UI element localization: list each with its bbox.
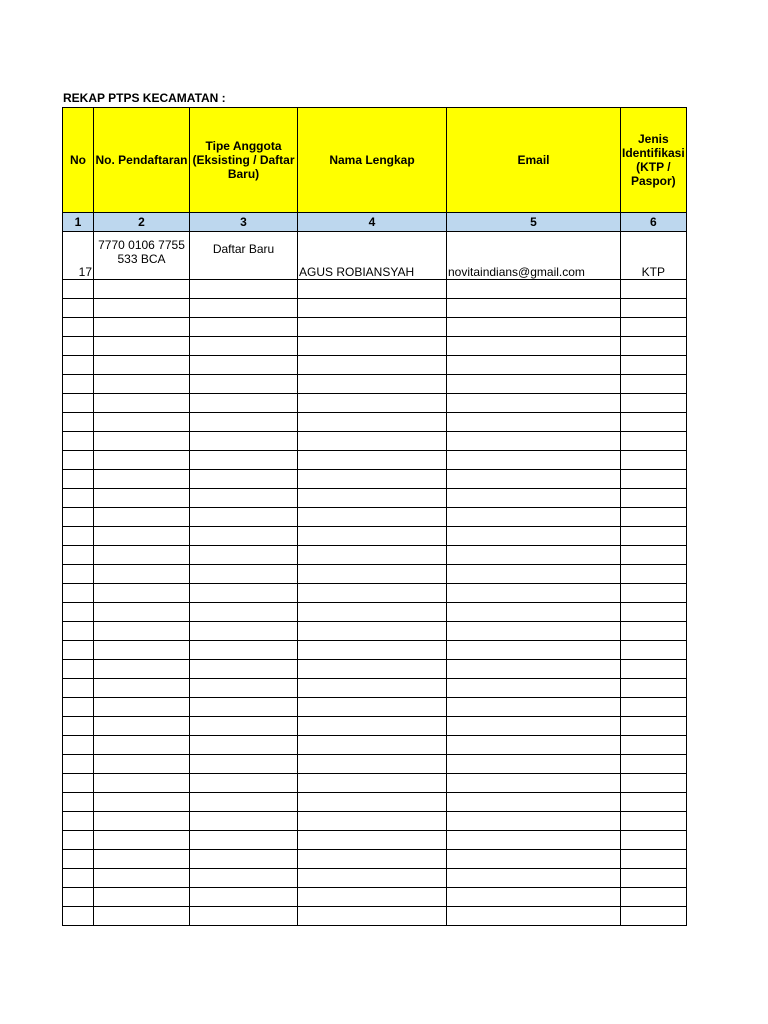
empty-cell[interactable] bbox=[447, 622, 621, 641]
empty-table-row bbox=[63, 660, 687, 679]
empty-cell[interactable] bbox=[190, 546, 298, 565]
empty-table-row bbox=[63, 413, 687, 432]
empty-cell[interactable] bbox=[190, 660, 298, 679]
empty-cell[interactable] bbox=[63, 831, 94, 850]
empty-cell[interactable] bbox=[63, 698, 94, 717]
empty-cell[interactable] bbox=[94, 869, 190, 888]
empty-cell[interactable] bbox=[94, 337, 190, 356]
empty-table-row bbox=[63, 356, 687, 375]
header-id-type[interactable] bbox=[621, 108, 687, 213]
header-full-name[interactable]: Nama Lengkap bbox=[298, 108, 447, 213]
empty-cell[interactable] bbox=[63, 546, 94, 565]
empty-cell[interactable] bbox=[190, 451, 298, 470]
column-number-cell[interactable]: 2 bbox=[94, 213, 190, 232]
empty-cell[interactable] bbox=[621, 869, 687, 888]
empty-cell[interactable] bbox=[63, 299, 94, 318]
empty-cell[interactable] bbox=[298, 850, 447, 869]
empty-table-row bbox=[63, 546, 687, 565]
empty-cell[interactable] bbox=[621, 660, 687, 679]
empty-cell[interactable] bbox=[94, 280, 190, 299]
column-number-cell[interactable]: 6 bbox=[621, 213, 687, 232]
empty-cell[interactable] bbox=[63, 812, 94, 831]
empty-cell[interactable] bbox=[621, 888, 687, 907]
empty-cell[interactable] bbox=[63, 470, 94, 489]
empty-cell[interactable] bbox=[298, 641, 447, 660]
empty-cell[interactable] bbox=[621, 413, 687, 432]
empty-cell[interactable] bbox=[190, 565, 298, 584]
empty-cell[interactable] bbox=[447, 641, 621, 660]
empty-cell[interactable] bbox=[621, 565, 687, 584]
empty-cell[interactable] bbox=[621, 546, 687, 565]
empty-cell[interactable] bbox=[621, 451, 687, 470]
empty-cell[interactable] bbox=[298, 280, 447, 299]
empty-cell[interactable] bbox=[447, 869, 621, 888]
empty-cell[interactable] bbox=[447, 375, 621, 394]
empty-cell[interactable] bbox=[94, 698, 190, 717]
empty-cell[interactable] bbox=[94, 375, 190, 394]
empty-cell[interactable] bbox=[190, 432, 298, 451]
empty-cell[interactable] bbox=[190, 831, 298, 850]
empty-cell[interactable] bbox=[190, 850, 298, 869]
empty-cell[interactable] bbox=[63, 337, 94, 356]
header-id-type-label: Jenis Identifikasi (KTP / Paspor) bbox=[622, 132, 685, 188]
empty-cell[interactable] bbox=[298, 660, 447, 679]
empty-cell[interactable] bbox=[190, 774, 298, 793]
empty-cell[interactable] bbox=[94, 641, 190, 660]
empty-cell[interactable] bbox=[63, 356, 94, 375]
empty-cell[interactable] bbox=[298, 489, 447, 508]
empty-cell[interactable] bbox=[190, 527, 298, 546]
empty-cell[interactable] bbox=[447, 831, 621, 850]
header-no[interactable]: No bbox=[63, 108, 94, 213]
empty-cell[interactable] bbox=[63, 869, 94, 888]
column-number-cell[interactable]: 1 bbox=[63, 213, 94, 232]
empty-cell[interactable] bbox=[298, 337, 447, 356]
empty-cell[interactable] bbox=[63, 850, 94, 869]
header-member-type[interactable] bbox=[190, 108, 298, 213]
empty-table-row bbox=[63, 869, 687, 888]
empty-cell[interactable] bbox=[94, 527, 190, 546]
empty-cell[interactable] bbox=[63, 907, 94, 926]
empty-cell[interactable] bbox=[94, 622, 190, 641]
empty-cell[interactable] bbox=[621, 717, 687, 736]
empty-cell[interactable] bbox=[447, 603, 621, 622]
empty-cell[interactable] bbox=[621, 470, 687, 489]
empty-cell[interactable] bbox=[298, 451, 447, 470]
empty-cell[interactable] bbox=[63, 793, 94, 812]
empty-cell[interactable] bbox=[621, 394, 687, 413]
empty-cell[interactable] bbox=[190, 584, 298, 603]
empty-cell[interactable] bbox=[298, 831, 447, 850]
empty-cell[interactable] bbox=[447, 280, 621, 299]
empty-cell[interactable] bbox=[190, 812, 298, 831]
empty-cell[interactable] bbox=[94, 394, 190, 413]
empty-cell[interactable] bbox=[621, 356, 687, 375]
empty-table-row bbox=[63, 698, 687, 717]
empty-cell[interactable] bbox=[621, 527, 687, 546]
empty-cell[interactable] bbox=[298, 736, 447, 755]
empty-cell[interactable] bbox=[63, 755, 94, 774]
empty-table-row bbox=[63, 299, 687, 318]
empty-table-row bbox=[63, 508, 687, 527]
empty-table-row bbox=[63, 850, 687, 869]
empty-cell[interactable] bbox=[298, 375, 447, 394]
cell-no[interactable]: 17 bbox=[63, 232, 94, 280]
empty-cell[interactable] bbox=[190, 698, 298, 717]
empty-cell[interactable] bbox=[447, 527, 621, 546]
empty-table-row bbox=[63, 793, 687, 812]
empty-cell[interactable] bbox=[621, 375, 687, 394]
empty-cell[interactable] bbox=[63, 413, 94, 432]
header-row bbox=[63, 108, 687, 213]
empty-cell[interactable] bbox=[447, 318, 621, 337]
empty-cell[interactable] bbox=[63, 660, 94, 679]
empty-cell[interactable] bbox=[190, 793, 298, 812]
header-email[interactable]: Email bbox=[447, 108, 621, 213]
empty-cell[interactable] bbox=[298, 318, 447, 337]
empty-cell[interactable] bbox=[63, 489, 94, 508]
empty-cell[interactable] bbox=[298, 546, 447, 565]
empty-cell[interactable] bbox=[298, 622, 447, 641]
empty-table-row bbox=[63, 432, 687, 451]
empty-cell[interactable] bbox=[63, 527, 94, 546]
empty-table-row bbox=[63, 812, 687, 831]
cell-full-name[interactable]: AGUS ROBIANSYAH bbox=[298, 232, 447, 280]
empty-cell[interactable] bbox=[621, 736, 687, 755]
empty-cell[interactable] bbox=[94, 736, 190, 755]
empty-cell[interactable] bbox=[298, 432, 447, 451]
empty-table-row bbox=[63, 375, 687, 394]
empty-cell[interactable] bbox=[621, 508, 687, 527]
empty-cell[interactable] bbox=[190, 489, 298, 508]
empty-table-row bbox=[63, 717, 687, 736]
empty-cell[interactable] bbox=[190, 622, 298, 641]
empty-cell[interactable] bbox=[621, 831, 687, 850]
empty-cell[interactable] bbox=[447, 755, 621, 774]
empty-cell[interactable] bbox=[447, 907, 621, 926]
empty-table-row bbox=[63, 603, 687, 622]
empty-cell[interactable] bbox=[94, 755, 190, 774]
empty-cell[interactable] bbox=[63, 584, 94, 603]
empty-cell[interactable] bbox=[298, 812, 447, 831]
empty-cell[interactable] bbox=[621, 318, 687, 337]
empty-table-row bbox=[63, 394, 687, 413]
column-number-cell[interactable]: 5 bbox=[447, 213, 621, 232]
empty-cell[interactable] bbox=[447, 660, 621, 679]
empty-cell[interactable] bbox=[94, 850, 190, 869]
empty-cell[interactable] bbox=[621, 489, 687, 508]
column-number-row bbox=[63, 213, 687, 232]
empty-cell[interactable] bbox=[94, 907, 190, 926]
empty-cell[interactable] bbox=[190, 641, 298, 660]
empty-cell[interactable] bbox=[621, 755, 687, 774]
empty-cell[interactable] bbox=[190, 755, 298, 774]
empty-cell[interactable] bbox=[621, 622, 687, 641]
empty-cell[interactable] bbox=[190, 280, 298, 299]
empty-cell[interactable] bbox=[447, 356, 621, 375]
empty-cell[interactable] bbox=[190, 603, 298, 622]
empty-table-row bbox=[63, 565, 687, 584]
empty-cell[interactable] bbox=[63, 717, 94, 736]
empty-cell[interactable] bbox=[94, 356, 190, 375]
empty-cell[interactable] bbox=[190, 375, 298, 394]
empty-cell[interactable] bbox=[63, 641, 94, 660]
empty-cell[interactable] bbox=[298, 888, 447, 907]
empty-table-row bbox=[63, 907, 687, 926]
empty-cell[interactable] bbox=[298, 755, 447, 774]
empty-cell[interactable] bbox=[621, 793, 687, 812]
empty-cell[interactable] bbox=[447, 793, 621, 812]
empty-table-row bbox=[63, 470, 687, 489]
empty-cell[interactable] bbox=[298, 413, 447, 432]
empty-cell[interactable] bbox=[447, 736, 621, 755]
empty-cell[interactable] bbox=[94, 831, 190, 850]
empty-table-row bbox=[63, 888, 687, 907]
empty-cell[interactable] bbox=[190, 717, 298, 736]
empty-cell[interactable] bbox=[63, 318, 94, 337]
empty-cell[interactable] bbox=[621, 812, 687, 831]
empty-cell[interactable] bbox=[447, 413, 621, 432]
empty-cell[interactable] bbox=[94, 508, 190, 527]
empty-cell[interactable] bbox=[447, 888, 621, 907]
empty-cell[interactable] bbox=[63, 432, 94, 451]
empty-table-row bbox=[63, 337, 687, 356]
empty-cell[interactable] bbox=[63, 375, 94, 394]
empty-table-row bbox=[63, 755, 687, 774]
cell-member-type[interactable]: Daftar Baru bbox=[190, 232, 298, 280]
empty-cell[interactable] bbox=[621, 907, 687, 926]
empty-cell[interactable] bbox=[63, 622, 94, 641]
empty-cell[interactable] bbox=[190, 888, 298, 907]
empty-cell[interactable] bbox=[94, 432, 190, 451]
empty-cell[interactable] bbox=[621, 698, 687, 717]
empty-cell[interactable] bbox=[63, 679, 94, 698]
empty-cell[interactable] bbox=[298, 299, 447, 318]
empty-cell[interactable] bbox=[298, 470, 447, 489]
empty-cell[interactable] bbox=[447, 584, 621, 603]
empty-cell[interactable] bbox=[94, 793, 190, 812]
empty-cell[interactable] bbox=[298, 584, 447, 603]
empty-cell[interactable] bbox=[190, 679, 298, 698]
empty-cell[interactable] bbox=[447, 432, 621, 451]
empty-cell[interactable] bbox=[621, 850, 687, 869]
empty-cell[interactable] bbox=[190, 394, 298, 413]
empty-table-row bbox=[63, 280, 687, 299]
empty-cell[interactable] bbox=[190, 413, 298, 432]
empty-table-row bbox=[63, 774, 687, 793]
empty-cell[interactable] bbox=[94, 318, 190, 337]
empty-cell[interactable] bbox=[63, 451, 94, 470]
empty-cell[interactable] bbox=[190, 337, 298, 356]
empty-cell[interactable] bbox=[298, 907, 447, 926]
empty-cell[interactable] bbox=[447, 565, 621, 584]
empty-cell[interactable] bbox=[94, 679, 190, 698]
empty-cell[interactable] bbox=[94, 717, 190, 736]
empty-cell[interactable] bbox=[298, 565, 447, 584]
empty-cell[interactable] bbox=[447, 394, 621, 413]
empty-table-row bbox=[63, 489, 687, 508]
empty-cell[interactable] bbox=[447, 508, 621, 527]
empty-cell[interactable] bbox=[447, 546, 621, 565]
empty-cell[interactable] bbox=[94, 470, 190, 489]
empty-table-row bbox=[63, 451, 687, 470]
empty-cell[interactable] bbox=[447, 850, 621, 869]
empty-cell[interactable] bbox=[298, 508, 447, 527]
empty-cell[interactable] bbox=[298, 356, 447, 375]
empty-cell[interactable] bbox=[94, 546, 190, 565]
empty-cell[interactable] bbox=[63, 888, 94, 907]
empty-cell[interactable] bbox=[190, 736, 298, 755]
empty-cell[interactable] bbox=[447, 470, 621, 489]
empty-cell[interactable] bbox=[190, 907, 298, 926]
empty-cell[interactable] bbox=[447, 451, 621, 470]
empty-table-row bbox=[63, 679, 687, 698]
empty-table-row bbox=[63, 831, 687, 850]
empty-table-row bbox=[63, 584, 687, 603]
empty-cell[interactable] bbox=[63, 603, 94, 622]
empty-cell[interactable] bbox=[621, 584, 687, 603]
empty-cell[interactable] bbox=[447, 812, 621, 831]
empty-cell[interactable] bbox=[190, 470, 298, 489]
table-body bbox=[63, 232, 687, 926]
empty-cell[interactable] bbox=[94, 812, 190, 831]
empty-cell[interactable] bbox=[621, 603, 687, 622]
empty-table-row bbox=[63, 641, 687, 660]
empty-cell[interactable] bbox=[94, 299, 190, 318]
empty-cell[interactable] bbox=[94, 603, 190, 622]
empty-cell[interactable] bbox=[298, 869, 447, 888]
cell-registration-number[interactable]: 7770 0106 7755 533 BCA bbox=[94, 232, 190, 280]
empty-cell[interactable] bbox=[298, 394, 447, 413]
column-number-cell[interactable]: 4 bbox=[298, 213, 447, 232]
empty-cell[interactable] bbox=[94, 565, 190, 584]
empty-cell[interactable] bbox=[63, 565, 94, 584]
empty-cell[interactable] bbox=[190, 508, 298, 527]
empty-cell[interactable] bbox=[63, 394, 94, 413]
empty-cell[interactable] bbox=[94, 413, 190, 432]
column-number-cell[interactable]: 3 bbox=[190, 213, 298, 232]
empty-table-row bbox=[63, 736, 687, 755]
empty-cell[interactable] bbox=[447, 774, 621, 793]
empty-cell[interactable] bbox=[447, 489, 621, 508]
empty-cell[interactable] bbox=[298, 527, 447, 546]
empty-cell[interactable] bbox=[63, 774, 94, 793]
empty-cell[interactable] bbox=[298, 603, 447, 622]
cell-id-type[interactable]: KTP bbox=[621, 232, 687, 280]
cell-email[interactable]: novitaindians@gmail.com bbox=[447, 232, 621, 280]
empty-cell[interactable] bbox=[298, 717, 447, 736]
empty-cell[interactable] bbox=[190, 356, 298, 375]
empty-cell[interactable] bbox=[298, 679, 447, 698]
table-row bbox=[63, 232, 687, 280]
empty-cell[interactable] bbox=[621, 774, 687, 793]
empty-cell[interactable] bbox=[94, 774, 190, 793]
empty-cell[interactable] bbox=[94, 451, 190, 470]
empty-cell[interactable] bbox=[298, 774, 447, 793]
empty-cell[interactable] bbox=[621, 280, 687, 299]
empty-cell[interactable] bbox=[621, 641, 687, 660]
empty-cell[interactable] bbox=[447, 299, 621, 318]
header-member-type-label: Tipe Anggota (Eksisting / Daftar Baru) bbox=[192, 139, 295, 181]
empty-cell[interactable] bbox=[94, 489, 190, 508]
empty-cell[interactable] bbox=[94, 888, 190, 907]
empty-cell[interactable] bbox=[447, 679, 621, 698]
empty-cell[interactable] bbox=[190, 869, 298, 888]
empty-cell[interactable] bbox=[447, 698, 621, 717]
empty-cell[interactable] bbox=[298, 698, 447, 717]
empty-cell[interactable] bbox=[94, 584, 190, 603]
empty-cell[interactable] bbox=[621, 299, 687, 318]
empty-cell[interactable] bbox=[447, 717, 621, 736]
empty-cell[interactable] bbox=[63, 280, 94, 299]
sheet-title: REKAP PTPS KECAMATAN : bbox=[63, 91, 226, 105]
empty-table-row bbox=[63, 318, 687, 337]
empty-cell[interactable] bbox=[621, 432, 687, 451]
empty-cell[interactable] bbox=[447, 337, 621, 356]
empty-table-row bbox=[63, 527, 687, 546]
empty-cell[interactable] bbox=[190, 318, 298, 337]
empty-cell[interactable] bbox=[94, 660, 190, 679]
empty-cell[interactable] bbox=[621, 679, 687, 698]
empty-table-row bbox=[63, 622, 687, 641]
empty-cell[interactable] bbox=[298, 793, 447, 812]
rekap-table bbox=[62, 107, 687, 926]
empty-cell[interactable] bbox=[63, 508, 94, 527]
empty-cell[interactable] bbox=[190, 299, 298, 318]
empty-cell[interactable] bbox=[63, 736, 94, 755]
empty-cell[interactable] bbox=[621, 337, 687, 356]
header-registration-number[interactable]: No. Pendaftaran bbox=[94, 108, 190, 213]
